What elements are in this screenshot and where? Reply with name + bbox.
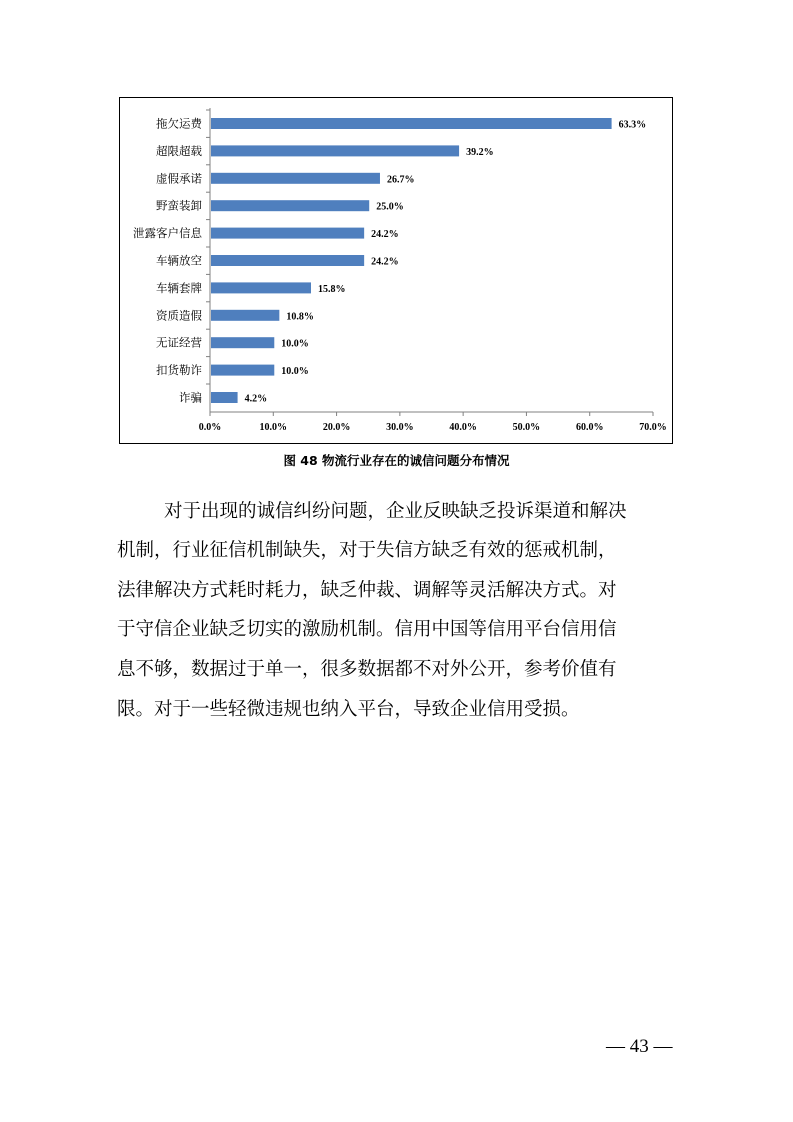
data-label: 26.7% (386, 174, 415, 186)
data-label: 4.2% (244, 393, 268, 405)
data-label: 39.2% (466, 146, 494, 158)
data-label: 10.8% (286, 311, 314, 323)
paragraph-line: 于守信企业缺乏切实的激励机制。信用中国等信用平台信用信 (117, 619, 617, 640)
x-tick-label: 70.0% (639, 422, 667, 433)
category-label: 无证经营 (156, 335, 202, 350)
paragraph-line: 限。对于一些轻微违规也纳入平台，导致企业信用受损。 (117, 699, 580, 720)
data-label: 10.0% (281, 366, 309, 378)
x-tick-label: 40.0% (449, 422, 477, 433)
category-label: 车辆放空 (156, 253, 202, 268)
bar-chart (119, 97, 673, 444)
x-tick-label: 50.0% (512, 422, 541, 433)
x-tick-label: 30.0% (386, 422, 414, 433)
paragraph-line: 机制，行业征信机制缺失，对于失信方缺乏有效的惩戒机制， (117, 540, 617, 561)
data-label: 24.2% (371, 256, 399, 268)
category-label: 诈骗 (179, 390, 202, 405)
bar (211, 337, 274, 348)
category-label: 超限超载 (156, 143, 202, 158)
data-label: 10.0% (281, 338, 309, 350)
bar-chart-svg (120, 98, 674, 445)
figure-caption: 图 48 物流行业存在的诚信问题分布情况 (283, 453, 510, 468)
category-label: 资质造假 (156, 308, 202, 323)
x-tick-label: 60.0% (575, 422, 604, 433)
x-tick-label: 10.0% (259, 422, 288, 433)
category-label: 虚假承诺 (156, 171, 202, 186)
bar (211, 392, 238, 403)
bar (211, 228, 364, 239)
bar (211, 310, 279, 321)
bar (211, 145, 459, 156)
category-label: 拖欠运费 (156, 116, 202, 131)
category-label: 野蛮装卸 (156, 198, 202, 213)
bar (211, 255, 364, 266)
category-label: 车辆套牌 (156, 280, 202, 295)
bar (211, 282, 311, 293)
page-number: — 43 — (606, 1036, 673, 1057)
data-label: 15.8% (317, 283, 346, 295)
paragraph-line: 对于出现的诚信纠纷问题，企业反映缺乏投诉渠道和解决 (164, 501, 627, 522)
category-label: 泄露客户信息 (133, 226, 202, 241)
x-tick-label: 0.0% (198, 422, 222, 433)
data-label: 24.2% (371, 229, 399, 241)
paragraph-line: 息不够，数据过于单一，很多数据都不对外公开，参考价值有 (117, 659, 617, 680)
bar (211, 200, 369, 211)
bar (211, 365, 274, 376)
paragraph-line: 法律解决方式耗时耗力，缺乏仲裁、调解等灵活解决方式。对 (117, 580, 617, 601)
data-label: 25.0% (376, 201, 404, 213)
bar (211, 173, 380, 184)
category-label: 扣货勒诈 (156, 363, 202, 378)
data-label: 63.3% (618, 119, 647, 131)
x-tick-label: 20.0% (322, 422, 351, 433)
bar (211, 118, 612, 129)
